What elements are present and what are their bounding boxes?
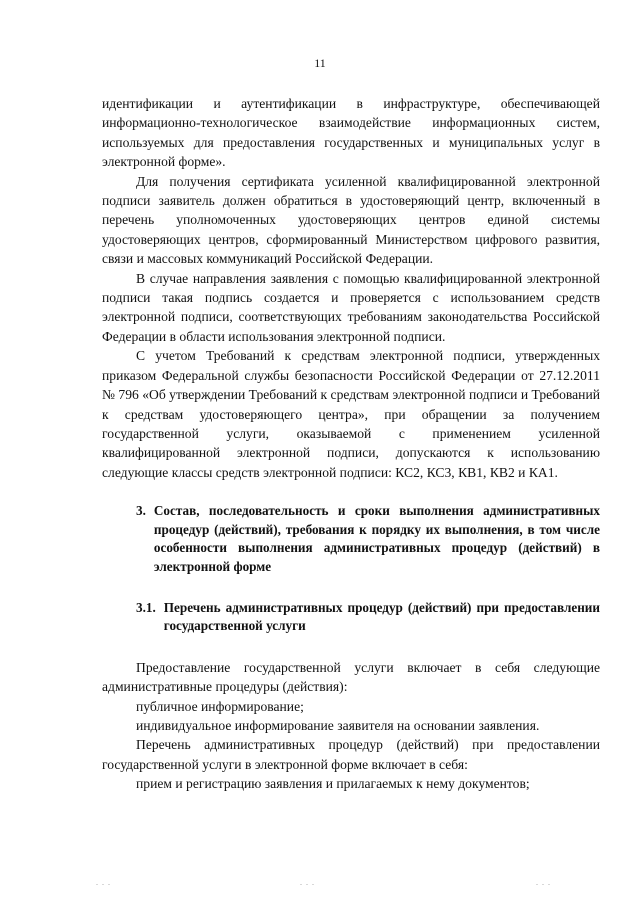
section-3-title: Состав, последовательность и сроки выполнения административных процедур (действий), требования к порядку их выполнения, в том числе особенности выполнения административных процедур (действий) в электронной форме bbox=[153, 503, 600, 574]
list-item: индивидуальное информирование заявителя на основании заявления. bbox=[136, 717, 540, 733]
paragraph-procedures-intro: Предоставление государственной услуги включает в себя следующие административные процедуры (действия): bbox=[102, 659, 600, 695]
list-item: публичное информирование; bbox=[136, 698, 304, 714]
paragraph-certificate: Для получения сертификата усиленной квалифицированной электронной подписи заявитель должен обратиться в удостоверяющий центр, включенный в перечень уполномоченных удостоверяющих центров единой системы удостоверяющих центров, сформированный Министерством цифрового развития, связи и массовых коммуникаций Российской Федерации. bbox=[102, 173, 600, 267]
list-item: прием и регистрацию заявления и прилагаемых к нему документов; bbox=[136, 776, 530, 792]
section-3-heading bbox=[136, 502, 600, 576]
scan-artifact: . . . bbox=[96, 878, 111, 887]
section-3-1-body bbox=[102, 658, 600, 794]
paragraph-identification: идентификации и аутентификации в инфраструктуре, обеспечивающей информационно-технологическое взаимодействие информационных систем, используемых для предоставления государственных и муниципальных услуг в электронной форме». bbox=[102, 96, 600, 170]
section-3-1-heading bbox=[136, 599, 600, 636]
paragraph-signature-check: В случае направления заявления с помощью квалифицированной электронной подписи такая подпись создается и проверяется с использованием средств электронной подписи, соответствующих требованиям законодательства Российской Федерации в области использования электронной подписи. bbox=[102, 270, 600, 344]
section-3-1-number: 3.1. bbox=[136, 599, 156, 615]
document-body bbox=[102, 94, 600, 794]
section-3-number: 3. bbox=[136, 503, 146, 519]
scan-artifact: . . . bbox=[300, 878, 315, 887]
scan-artifact: . . . bbox=[536, 878, 551, 887]
paragraph-electronic-procedures-intro: Перечень административных процедур (действий) при предоставлении государственной услуги в электронной форме включает в себя: bbox=[102, 737, 600, 772]
section-3-1-title: Перечень административных процедур (действий) при предоставлении государственной услуги bbox=[163, 599, 600, 634]
paragraph-requirements: С учетом Требований к средствам электронной подписи, утвержденных приказом Федеральной службы безопасности Российской Федерации от 27.12.2011 № 796 «Об утверждении Требований к средствам электронной подписи и Требований к средствам удостоверяющего центра», при обращении за получением государственной услуги, оказываемой с применением усиленной квалифицированной электронной подписи, допускаются к использованию следующие классы средств электронной подписи: КС2, КС3, КВ1, КВ2 и КА1. bbox=[102, 348, 600, 480]
page-number: 11 bbox=[314, 56, 326, 70]
